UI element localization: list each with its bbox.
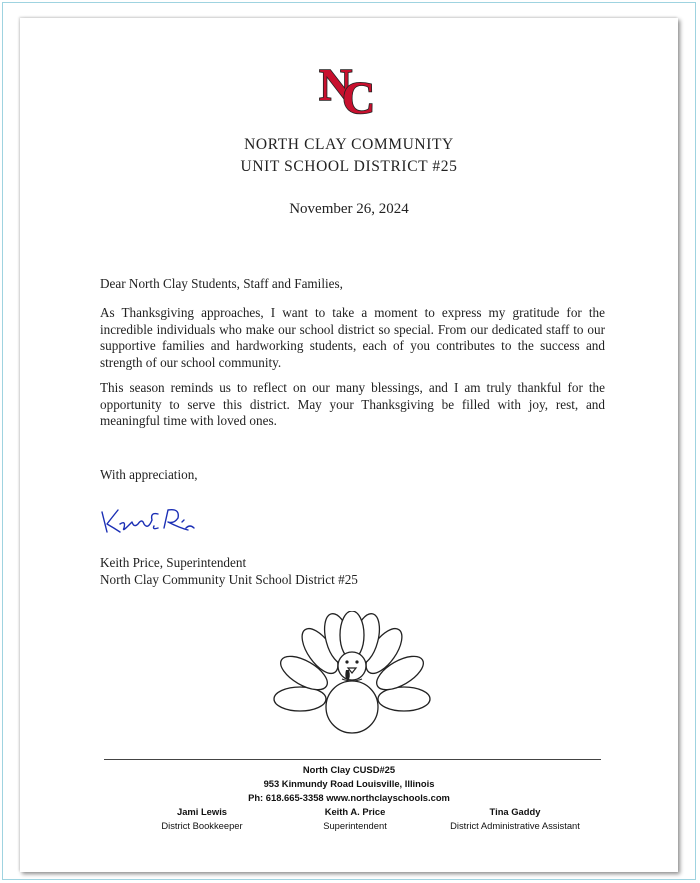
body-paragraph-1: As Thanksgiving approaches, I want to take a moment to express my gratitude for the incredible individuals who make our school district so special. From our dedicated staff to our supportive families and hardworking students, each of you contributes to the success and strength of our school community. [100, 305, 605, 370]
body-paragraph-2: This season reminds us to reflect on our many blessings, and I am truly thankful for the opportunity to serve this district. May your Thanksgiving be filled with joy, rest, and meaningful time with loved ones. [100, 380, 605, 429]
closing: With appreciation, [100, 467, 198, 482]
district-name-line2: UNIT SCHOOL DISTRICT #25 [240, 158, 458, 175]
footer-staff-superintendent [302, 806, 408, 831]
salutation: Dear North Clay Students, Staff and Families, [100, 276, 343, 291]
staff-name: Keith A. Price [324, 806, 386, 817]
turkey-icon [272, 611, 432, 735]
footer-divider [104, 759, 601, 760]
footer-district-name: North Clay CUSD#25 [302, 764, 396, 775]
staff-title: Superintendent [323, 820, 387, 831]
staff-name: Jami Lewis [176, 806, 228, 817]
letter-date: November 26, 2024 [289, 201, 409, 217]
footer-contact: Ph: 618.665-3358 www.northclayschools.com [248, 792, 450, 803]
nc-logo [318, 58, 384, 116]
letter-page [20, 18, 678, 872]
signer-organization: North Clay Community Unit School District #25 [100, 572, 358, 587]
signer-name-title: Keith Price, Superintendent [100, 555, 247, 570]
svg-text:N: N [319, 59, 353, 110]
footer-address: 953 Kinmundy Road Louisville, Illinois [263, 778, 435, 789]
staff-title: District Bookkeeper [161, 820, 243, 831]
footer-staff-bookkeeper [142, 806, 262, 831]
signature [98, 498, 198, 538]
district-name-line1: NORTH CLAY COMMUNITY [244, 136, 454, 153]
footer-staff-admin-assistant [430, 806, 600, 831]
staff-name: Tina Gaddy [489, 806, 541, 817]
svg-text:C: C [342, 72, 376, 116]
staff-title: District Administrative Assistant [450, 820, 580, 831]
